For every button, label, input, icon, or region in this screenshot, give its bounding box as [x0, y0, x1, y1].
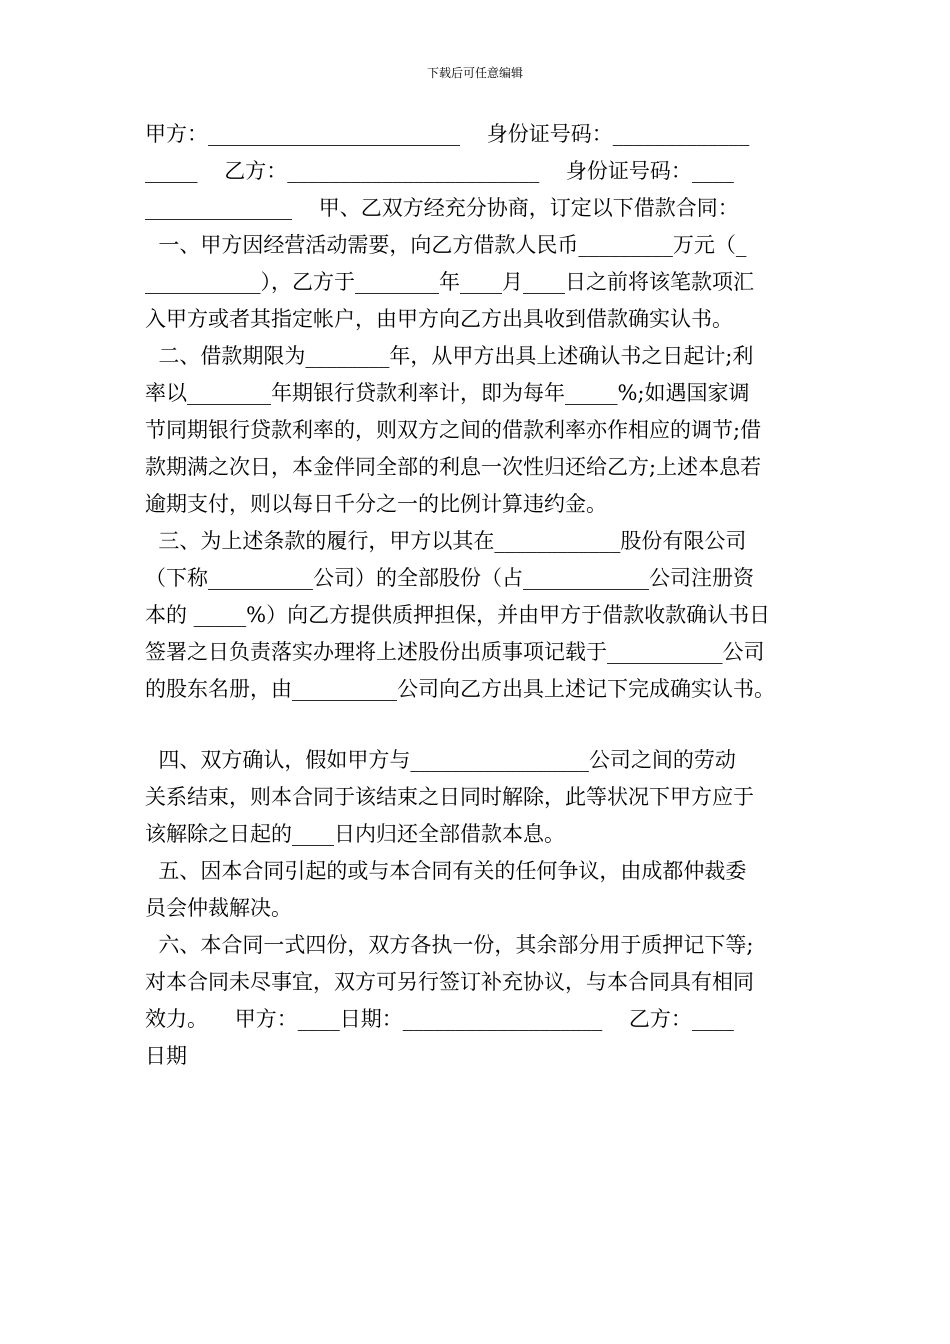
- contract-body: [145, 116, 807, 1075]
- clause-4-line-2: 关系结束，则本合同于该结束之日同时解除，此等状况下甲方应于: [145, 785, 754, 809]
- header-note: 下载后可任意编辑: [426, 66, 523, 80]
- clause-3-line-2: （下称__________公司）的全部股份（占____________公司注册资: [145, 566, 754, 590]
- clause-1-line-1: 一、甲方因经营活动需要，向乙方借款人民币_________万元（_: [145, 233, 747, 257]
- signature-line: 效力。 甲方：____日期：___________________ 乙方：____: [145, 1007, 734, 1031]
- clause-6-line-2: 对本合同未尽事宜，双方可另行签订补充协议，与本合同具有相同: [145, 970, 754, 994]
- clause-3-line-1: 三、为上述条款的履行，甲方以其在____________股份有限公司: [145, 529, 747, 553]
- clause-4-line-1: 四、双方确认，假如甲方与_________________公司之间的劳动: [145, 748, 736, 772]
- clause-6-line-1: 六、本合同一式四份，双方各执一份，其余部分用于质押记下等;: [145, 933, 754, 957]
- clause-2-line-1: 二、借款期限为________年，从甲方出具上述确认书之日起计;利: [145, 344, 754, 368]
- clause-2-line-5: 逾期支付，则以每日千分之一的比例计算违约金。: [145, 492, 607, 516]
- clause-5-line-2: 员会仲裁解决。: [145, 896, 292, 920]
- date-line: 日期: [145, 1044, 187, 1068]
- clause-3-line-5: 的股东名册，由__________公司向乙方出具上述记下完成确实认书。: [145, 677, 775, 701]
- clause-2-line-2: 率以________年期银行贷款利率计，即为每年_____%;如遇国家调: [145, 381, 750, 405]
- clause-3-line-3: 本的 _____%）向乙方提供质押担保，并由甲方于借款收款确认书日: [145, 603, 771, 627]
- clause-2-line-3: 节同期银行贷款利率的，则双方之间的借款利率亦作相应的调节;借: [145, 418, 762, 442]
- clause-2-line-4: 款期满之次日，本金伴同全部的利息一次性归还给乙方;上述本息若: [145, 455, 762, 479]
- clause-5-line-1: 五、因本合同引起的或与本合同有关的任何争议，由成都仲裁委: [145, 859, 747, 883]
- clause-4-line-3: 该解除之日起的____日内归还全部借款本息。: [145, 822, 565, 846]
- party-a-line: 甲方：________________________ 身份证号码：_____________: [145, 122, 750, 146]
- party-b-line: _____ 乙方：________________________ 身份证号码：____: [145, 159, 734, 183]
- clause-1-line-2: ___________），乙方于________年____月____日之前将该笔款项汇: [145, 270, 754, 294]
- paragraph-gap: [145, 708, 807, 742]
- clause-3-line-4: 签署之日负责落实办理将上述股份出质事项记载于___________公司: [145, 640, 765, 664]
- preamble-line: ______________ 甲、乙双方经充分协商，订定以下借款合同：: [145, 196, 739, 220]
- clause-1-line-3: 入甲方或者其指定帐户，由甲方向乙方出具收到借款确实认书。: [145, 307, 733, 331]
